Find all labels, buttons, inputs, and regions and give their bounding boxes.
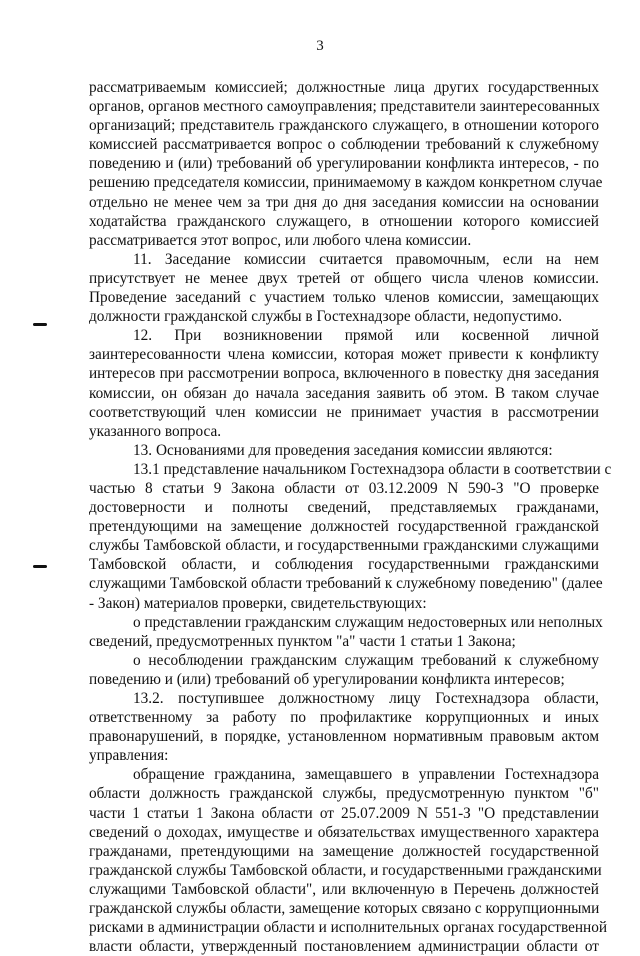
- text-line: комиссии, он обязан до начала заседания заявить об этом. В таком случае: [89, 384, 599, 402]
- binder-hole-mark-bottom: [33, 565, 47, 568]
- binder-hole-mark-top: [33, 323, 47, 326]
- text-line: Тамбовской области, и соблюдения государственными гражданскими: [89, 556, 599, 574]
- text-line: указанного вопроса.: [89, 422, 222, 440]
- text-line: поведению и (или) требований об урегулировании конфликта интересов, - по: [89, 155, 599, 173]
- text-line: управления:: [89, 747, 169, 765]
- text-line: достоверности и полноты сведений, представляемых гражданами,: [89, 499, 599, 517]
- text-line: обращение гражданина, замещавшего в управлении Гостехнадзора: [133, 766, 599, 784]
- text-line: правонарушений, в порядке, установленном нормативным правовым актом: [89, 728, 599, 746]
- text-line: 13. Основаниями для проведения заседания комиссии являются:: [133, 441, 553, 459]
- text-line: 11. Заседание комиссии считается правомочным, если на нем: [133, 250, 599, 268]
- text-line: сведений, предусмотренных пунктом "а" части 1 статьи 1 Закона;: [89, 632, 516, 650]
- text-line: о несоблюдении гражданским служащим требований к служебному: [133, 651, 599, 669]
- text-line: 12. При возникновении прямой или косвенной личной: [133, 327, 599, 345]
- text-line: гражданской службы Тамбовской области, и государственными гражданскими: [89, 861, 602, 879]
- text-line: претендующими на замещение должностей государственной гражданской: [89, 518, 599, 536]
- text-line: рисками в администрации области и исполнительных органах государственной: [89, 919, 608, 937]
- text-line: службы Тамбовской области, и государственными гражданскими служащими: [89, 537, 599, 555]
- text-line: соответствующий член комиссии не принимает участия в рассмотрении: [89, 403, 599, 421]
- text-line: комиссией рассматривается вопрос о соблюдении требований к служебному: [89, 136, 599, 154]
- page-number: 3: [316, 38, 324, 54]
- text-line: о представлении гражданским служащим недостоверных или неполных: [133, 613, 603, 631]
- body-text: [89, 78, 612, 956]
- text-line: ходатайства гражданского служащего, в отношении которого комиссией: [89, 212, 599, 230]
- text-line: рассматриваемым комиссией; должностные лица других государственных: [89, 79, 599, 96]
- text-line: Проведение заседаний с участием только членов комиссии, замещающих: [89, 289, 599, 307]
- text-line: должности гражданской службы в Гостехнадзоре области, недопустимо.: [89, 308, 563, 326]
- text-line: частью 8 статьи 9 Закона области от 03.12.2009 N 590-З "О проверке: [89, 479, 599, 497]
- text-line: служащими Тамбовской области требований к служебному поведению" (далее: [89, 575, 603, 593]
- text-line: отдельно не менее чем за три дня до дня заседания комиссии на основании: [89, 193, 599, 211]
- text-line: органов, органов местного самоуправления; представители заинтересованных: [89, 98, 600, 116]
- text-line: части 1 статьи 1 Закона области от 25.07.2009 N 551-З "О представлении: [89, 804, 599, 822]
- text-line: гражданской службы области, замещение которых связано с коррупционными: [89, 900, 600, 918]
- text-line: - Закон) материалов проверки, свидетельствующих:: [89, 594, 427, 612]
- text-line: служащими Тамбовской области", или включенную в Перечень должностей: [89, 880, 599, 898]
- text-line: гражданами, претендующими на замещение должностей государственной: [89, 842, 599, 860]
- text-line: заинтересованности члена комиссии, которая может привести к конфликту: [89, 346, 599, 364]
- text-line: присутствует не менее двух третей от общего числа членов комиссии.: [89, 269, 599, 287]
- text-line: 13.1 представление начальником Гостехнадзора области в соответствии с: [133, 460, 612, 478]
- text-line: 13.2. поступившее должностному лицу Гостехнадзора области,: [133, 690, 599, 707]
- text-line: области должность гражданской службы, предусмотренную пунктом "б": [89, 785, 599, 803]
- text-line: рассматривается этот вопрос, или любого члена комиссии.: [89, 231, 472, 249]
- text-line: организаций; представитель гражданского служащего, в отношении которого: [89, 117, 599, 135]
- text-line: сведений о доходах, имуществе и обязательствах имущественного характера: [89, 823, 599, 841]
- text-line: поведению и (или) требований об урегулировании конфликта интересов;: [89, 670, 565, 688]
- text-line: власти области, утвержденный постановлением администрации области от: [89, 938, 599, 956]
- text-line: интересов при рассмотрении вопроса, включенного в повестку дня заседания: [89, 365, 599, 383]
- text-line: решению председателя комиссии, принимаемому в каждом конкретном случае: [89, 174, 603, 192]
- text-line: ответственному за работу по профилактике коррупционных и иных: [89, 709, 599, 727]
